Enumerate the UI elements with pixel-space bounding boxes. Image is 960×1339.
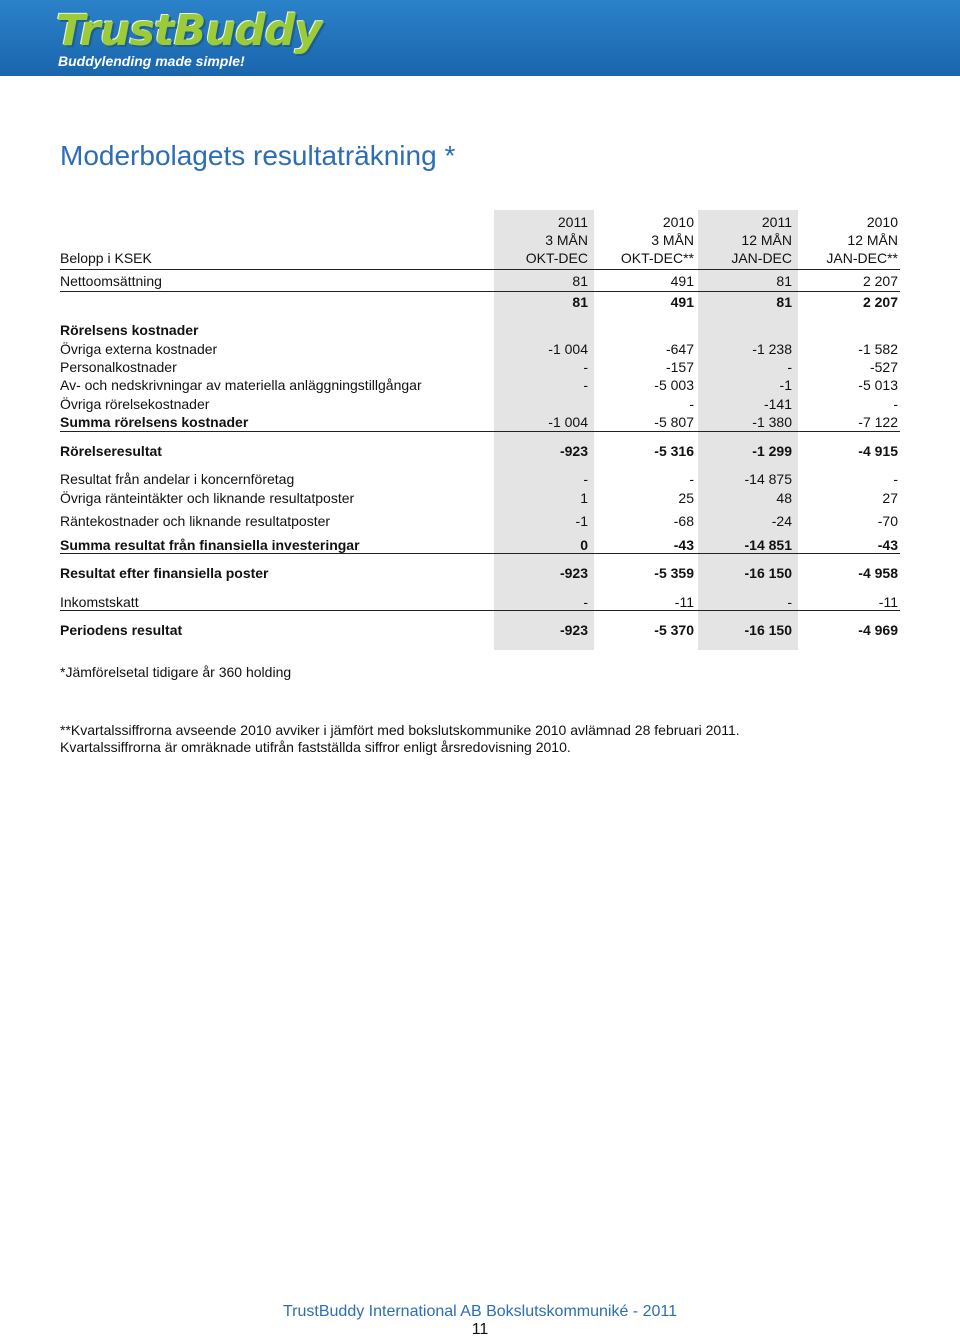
footnote-2b: Kvartalssiffrorna är omräknade utifrån fastställda siffror enligt årsredovisning 2010.	[60, 739, 571, 755]
row-value: -5 359	[654, 565, 694, 581]
page-title: Moderbolagets resultaträkning *	[60, 140, 456, 171]
row-value: -1 004	[548, 414, 588, 430]
row-value: -1 380	[752, 414, 792, 430]
row-value: -7 122	[858, 414, 898, 430]
logo-tagline: Buddylending made simple!	[58, 53, 245, 69]
row-value: 2 207	[862, 294, 898, 310]
row-value: 491	[670, 294, 694, 310]
row-value: -14 875	[744, 471, 792, 487]
row-label: Periodens resultat	[60, 622, 183, 638]
row-label: Summa resultat från finansiella investeringar	[60, 537, 360, 553]
row-value: -923	[559, 565, 588, 581]
row-value: -1	[779, 377, 792, 393]
row-label: Inkomstskatt	[60, 594, 139, 610]
row-value: -	[583, 377, 588, 393]
footnote-2a: **Kvartalssiffrorna avseende 2010 avviker i jämfört med bokslutskommunike 2010 avlämnad 28 februari 2011.	[60, 722, 740, 738]
header-banner	[0, 0, 960, 76]
row-rule	[60, 431, 900, 432]
row-value: -11	[878, 594, 898, 610]
row-value: -1	[575, 513, 588, 529]
row-label: Resultat från andelar i koncernföretag	[60, 471, 295, 487]
row-value: -14 851	[744, 537, 792, 553]
header-col-1	[488, 213, 588, 267]
footnote-1: *Jämförelsetal tidigare år 360 holding	[60, 664, 292, 680]
row-value: 81	[572, 294, 588, 310]
row-label: Övriga ränteintäkter och liknande resultatposter	[60, 490, 355, 506]
header-col-2-range: OKT-DEC**	[620, 250, 694, 266]
row-value: -923	[559, 443, 588, 459]
row-value: 81	[776, 273, 792, 289]
header-col-4	[798, 213, 898, 267]
row-label: Övriga externa kostnader	[60, 341, 218, 357]
row-value: 491	[670, 273, 694, 289]
row-value: -5 003	[654, 377, 694, 393]
row-value: -5 316	[654, 443, 694, 459]
row-value: -16 150	[744, 565, 792, 581]
row-label: Rörelsens kostnader	[60, 322, 199, 338]
row-value: -	[689, 471, 694, 487]
row-value: -4 915	[858, 443, 898, 459]
row-value: 81	[776, 294, 792, 310]
row-value: -24	[771, 513, 792, 529]
row-value: -1 299	[752, 443, 792, 459]
row-value: 48	[776, 490, 792, 506]
row-value: 0	[580, 537, 588, 553]
row-value: -43	[877, 537, 898, 553]
row-value: -4 969	[858, 622, 898, 638]
page-number: 11	[471, 1321, 489, 1338]
row-value: -	[583, 594, 588, 610]
row-value: -	[583, 471, 588, 487]
row-rule	[60, 610, 900, 611]
header-col-3-range: JAN-DEC	[731, 250, 792, 266]
row-value: -	[689, 396, 694, 412]
row-value: -	[787, 359, 792, 375]
row-value: -923	[559, 622, 588, 638]
header-col-3-period: 12 MÅN	[741, 232, 792, 248]
header-col-4-period: 12 MÅN	[847, 232, 898, 248]
header-col-3-year: 2011	[761, 214, 792, 230]
row-label: Rörelseresultat	[60, 443, 162, 459]
header-col-4-year: 2010	[866, 214, 898, 230]
row-value: -70	[877, 513, 898, 529]
page-footer: TrustBuddy International AB Bokslutskommuniké - 2011	[283, 1303, 677, 1320]
header-col-3	[692, 213, 792, 267]
row-value: -43	[673, 537, 694, 553]
row-value: -5 370	[654, 622, 694, 638]
row-label: Övriga rörelsekostnader	[60, 396, 210, 412]
row-label: Summa rörelsens kostnader	[60, 414, 249, 430]
row-value: -1 582	[858, 341, 898, 357]
row-value: 81	[572, 273, 588, 289]
header-col-1-period: 3 MÅN	[545, 232, 588, 248]
header-col-1-year: 2011	[557, 214, 588, 230]
row-label: Nettoomsättning	[60, 273, 162, 289]
row-value: -	[583, 359, 588, 375]
table-header	[60, 213, 900, 269]
header-col-2	[594, 213, 694, 267]
row-label: Räntekostnader och liknande resultatposter	[60, 513, 331, 529]
row-value: -	[787, 594, 792, 610]
row-value: -11	[674, 594, 694, 610]
row-value: -68	[673, 513, 694, 529]
row-value: -5 013	[858, 377, 898, 393]
header-col-2-year: 2010	[662, 214, 694, 230]
header-label: Belopp i KSEK	[60, 250, 152, 266]
row-value: -1 004	[548, 341, 588, 357]
row-value: -527	[869, 359, 898, 375]
header-col-2-period: 3 MÅN	[651, 232, 694, 248]
row-value: -4 958	[858, 565, 898, 581]
row-value: -16 150	[744, 622, 792, 638]
header-rule	[60, 269, 900, 270]
row-value: -5 807	[654, 414, 694, 430]
row-value: -	[893, 396, 898, 412]
trustbuddy-logo: TrustBuddy	[56, 6, 322, 56]
row-value: 1	[580, 490, 588, 506]
row-value: -157	[665, 359, 694, 375]
row-rule	[60, 553, 900, 554]
row-value: -141	[763, 396, 792, 412]
row-value: 2 207	[862, 273, 898, 289]
row-label: Personalkostnader	[60, 359, 177, 375]
row-value: -1 238	[752, 341, 792, 357]
row-label: Resultat efter finansiella poster	[60, 565, 269, 581]
header-col-4-range: JAN-DEC**	[826, 250, 898, 266]
header-col-1-range: OKT-DEC	[525, 250, 588, 266]
row-value: 27	[882, 490, 898, 506]
row-label: Av- och nedskrivningar av materiella anläggningstillgångar	[60, 377, 422, 393]
row-value: 25	[678, 490, 694, 506]
row-value: -647	[665, 341, 694, 357]
row-value: -	[893, 471, 898, 487]
row-rule	[60, 291, 900, 292]
